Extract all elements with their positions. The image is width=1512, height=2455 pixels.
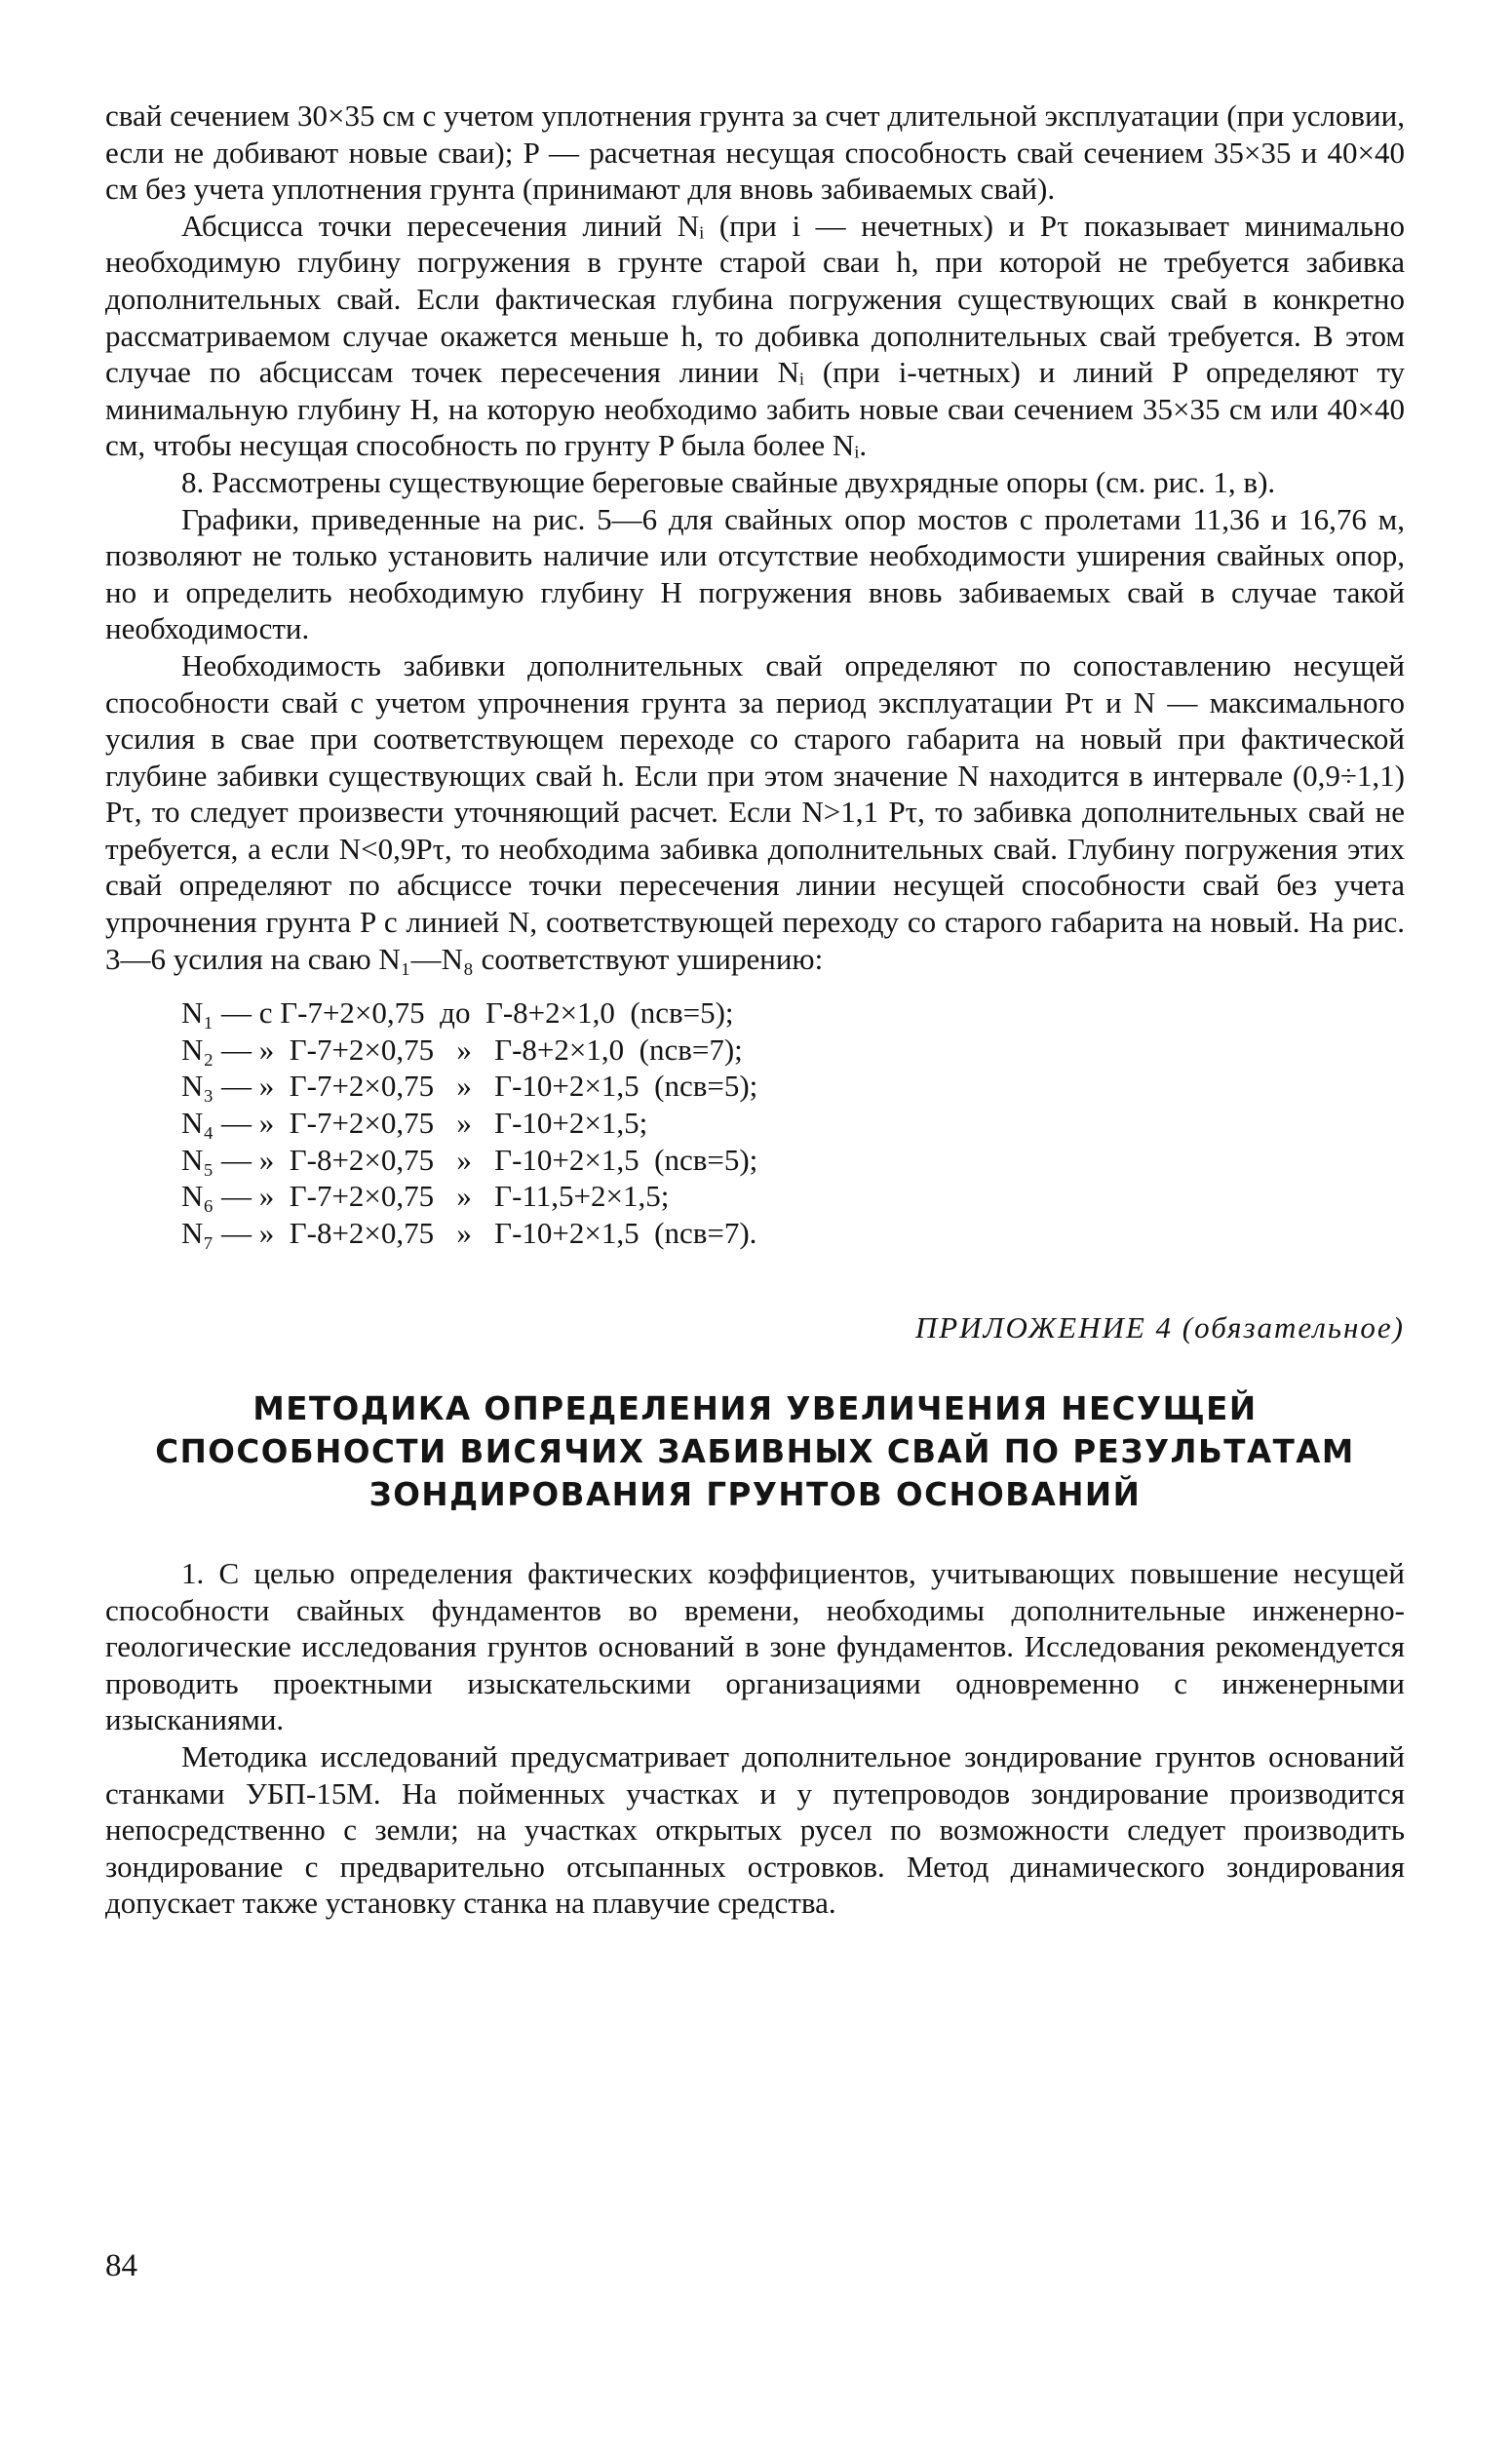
page-number: 84 <box>105 2248 137 2283</box>
paragraph-2: Абсцисса точки пересечения линий Nᵢ (при i — нечетных) и Pτ показывает минимально необходимую глубину погружения в грунте старой сваи h, при которой не требуется забивка дополнительных свай. Если фактическая глубина погружения существующих свай в конкретно рассматриваемом случае окажется меньше h, то добивка дополнительных свай требуется. В этом случае по абсциссам точек пересечения линии Nᵢ (при i-четных) и линий P определяют ту минимальную глубину H, на которую необходимо забить новые сваи сечением 35×35 см или 40×40 см, чтобы несущая способность по грунту P была более Nᵢ. <box>105 208 1405 463</box>
force-row: N₆ — » Г-7+2×0,75 » Г-11,5+2×1,5; <box>181 1179 670 1214</box>
paragraph-7: Методика исследований предусматривает дополнительное зондирование грунтов оснований станками УБП-15М. На пойменных участках и у путепроводов зондирование производится непосредственно с земли; на участках открытых русел по возможности следует производить зондирование с предварительно отсыпанных островков. Метод динамического зондирования допускает также установку станка на плавучие средства. <box>105 1738 1405 1921</box>
section-heading: МЕТОДИКА ОПРЕДЕЛЕНИЯ УВЕЛИЧЕНИЯ НЕСУЩЕЙ СПОСОБНОСТИ ВИСЯЧИХ ЗАБИВНЫХ СВАЙ ПО РЕЗУЛЬТАТАМ ЗОНДИРОВАНИЯ ГРУНТОВ ОСНОВАНИЙ <box>155 1390 1355 1513</box>
force-row: N₇ — » Г-8+2×0,75 » Г-10+2×1,5 (nсв=7). <box>181 1215 757 1250</box>
force-row: N₄ — » Г-7+2×0,75 » Г-10+2×1,5; <box>181 1106 648 1141</box>
paragraph-6: 1. С целью определения фактических коэффициентов, учитывающих повышение несущей способности свайных фундаментов во времени, необходимы дополнительные инженерно-геологические исследования грунтов оснований в зоне фундаментов. Исследования рекомендуется проводить проектными изыскательскими организациями одновременно с инженерными изысканиями. <box>105 1556 1405 1737</box>
paragraph-4: Графики, приведенные на рис. 5—6 для свайных опор мостов с пролетами 11,36 и 16,76 м, позволяют не только установить наличие или отсутствие необходимости уширения свайных опор, но и определить необходимую глубину H погружения вновь забиваемых свай в случае такой необходимости. <box>105 501 1405 646</box>
paragraph-5: Необходимость забивки дополнительных свай определяют по сопоставлению несущей способности свай с учетом упрочнения грунта за период эксплуатации Pτ и N — максимального усилия в свае при соответствующем переходе со старого габарита на новый при фактической глубине забивки существующих свай h. Если при этом значение N находится в интервале (0,9÷1,1) Pτ, то следует произвести уточняющий расчет. Если N>1,1 Pτ, то забивка дополнительных свай не требуется, а если N<0,9Pτ, то необходима забивка дополнительных свай. Глубину погружения этих свай определяют по абсциссе точки пересечения линии несущей способности свай без учета упрочнения грунта P с линией N, соответствующей переходу со старого габарита на новый. На рис. 3—6 усилия на сваю N₁—N₈ соответствуют уширению: <box>105 647 1405 976</box>
paragraph-3: 8. Рассмотрены существующие береговые свайные двухрядные опоры (см. рис. 1, в). <box>181 464 1276 499</box>
force-row: N₁ — с Г-7+2×0,75 до Г-8+2×1,0 (nсв=5); <box>181 995 734 1031</box>
force-list <box>181 994 1405 1251</box>
paragraph-1: свай сечением 30×35 см с учетом уплотнения грунта за счет длительной эксплуатации (при условии, если не добивают новые сваи); P — расчетная несущая способность свай сечением 35×35 и 40×40 см без учета уплотнения грунта (принимают для вновь забиваемых свай). <box>105 98 1405 207</box>
force-row: N₅ — » Г-8+2×0,75 » Г-10+2×1,5 (nсв=5); <box>181 1142 758 1177</box>
appendix-label: ПРИЛОЖЕНИЕ 4 (обязательное) <box>914 1310 1405 1345</box>
force-row: N₃ — » Г-7+2×0,75 » Г-10+2×1,5 (nсв=5); <box>181 1069 758 1104</box>
force-row: N₂ — » Г-7+2×0,75 » Г-8+2×1,0 (nсв=7); <box>181 1032 743 1067</box>
